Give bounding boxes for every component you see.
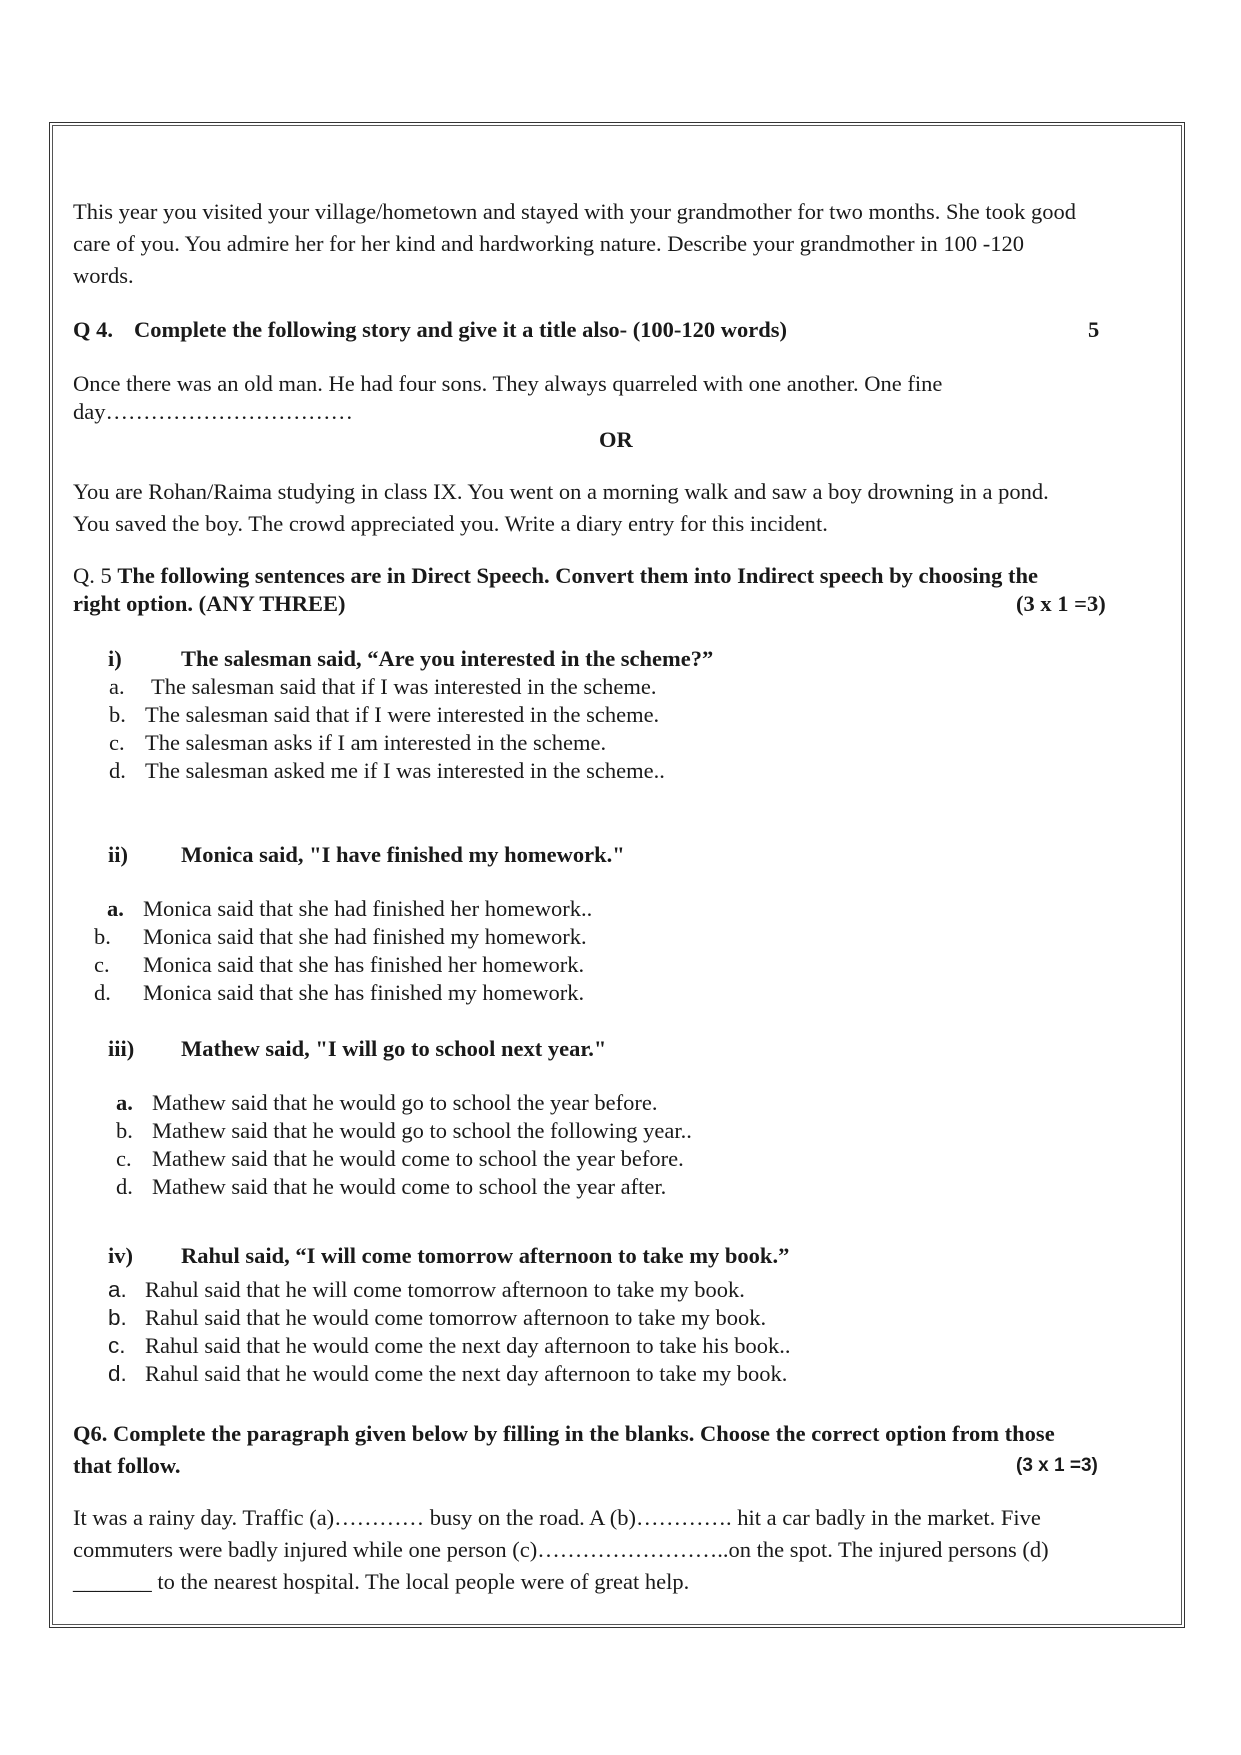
q5-ii-b-label: b. bbox=[94, 924, 111, 949]
q5-ii-roman: ii) bbox=[108, 842, 128, 867]
intro-line-3: words. bbox=[73, 263, 134, 288]
q6-number: Q6. bbox=[73, 1421, 108, 1446]
q5-i-c-text: The salesman asks if I am interested in the scheme. bbox=[145, 730, 607, 755]
q5-iii-b-text: Mathew said that he would go to school the following year.. bbox=[152, 1118, 692, 1143]
page-border bbox=[49, 122, 1185, 1628]
q5-i-d-text: The salesman asked me if I was interested in the scheme.. bbox=[145, 758, 665, 783]
q5-iv-a-text: Rahul said that he will come tomorrow afternoon to take my book. bbox=[145, 1277, 745, 1302]
intro-line-2: care of you. You admire her for her kind and hardworking nature. Describe your grandmother in 100 -120 bbox=[73, 231, 1024, 256]
q5-iv-d-text: Rahul said that he would come the next day afternoon to take my book. bbox=[145, 1361, 788, 1386]
q5-ii-d-text: Monica said that she has finished my homework. bbox=[143, 980, 585, 1005]
q5-i-roman: i) bbox=[108, 646, 122, 671]
q5-i-stem: The salesman said, “Are you interested in the scheme?” bbox=[181, 646, 714, 671]
q5-iv-c-label: c. bbox=[108, 1333, 126, 1358]
q4-or: OR bbox=[599, 427, 633, 452]
q5-iv-c-text: Rahul said that he would come the next day afternoon to take his book.. bbox=[145, 1333, 791, 1358]
q5-ii-stem: Monica said, "I have finished my homework." bbox=[181, 842, 625, 867]
q5-iii-d-text: Mathew said that he would come to school the year after. bbox=[152, 1174, 667, 1199]
q5-iii-stem: Mathew said, "I will go to school next year." bbox=[181, 1036, 607, 1061]
q6-paragraph-line-3: _______ to the nearest hospital. The local people were of great help. bbox=[73, 1569, 690, 1594]
q6-paragraph-line-2: commuters were badly injured while one person (c)……………………..on the spot. The injured persons (d) bbox=[73, 1537, 1049, 1562]
q5-iv-a-label: a. bbox=[108, 1277, 127, 1302]
q5-iii-a-label: a. bbox=[116, 1090, 133, 1115]
q6-header-line-1 bbox=[73, 1418, 1055, 1450]
q5-ii-c-text: Monica said that she has finished her homework. bbox=[143, 952, 585, 977]
q5-instruction-1: The following sentences are in Direct Speech. Convert them into Indirect speech by choosing the bbox=[117, 563, 1038, 588]
q4-alt-line-2: You saved the boy. The crowd appreciated you. Write a diary entry for this incident. bbox=[73, 511, 828, 536]
q5-iv-b-label: b. bbox=[108, 1305, 127, 1330]
q5-iv-b-text: Rahul said that he would come tomorrow afternoon to take my book. bbox=[145, 1305, 767, 1330]
q5-instruction-2: right option. (ANY THREE) bbox=[73, 591, 346, 616]
q5-ii-b-text: Monica said that she had finished my homework. bbox=[143, 924, 587, 949]
q6-instruction-2: that follow. bbox=[73, 1453, 181, 1478]
q5-iii-roman: iii) bbox=[108, 1036, 135, 1061]
q4-number: Q 4. bbox=[73, 317, 114, 342]
q5-i-a-text: The salesman said that if I was interested in the scheme. bbox=[151, 674, 657, 699]
intro-line-1: This year you visited your village/hometown and stayed with your grandmother for two months. She took good bbox=[73, 199, 1076, 224]
q5-number: Q. 5 bbox=[73, 563, 112, 588]
q5-i-b-label: b. bbox=[109, 702, 126, 727]
q5-i-d-label: d. bbox=[109, 758, 126, 783]
q5-iv-stem: Rahul said, “I will come tomorrow afternoon to take my book.” bbox=[181, 1243, 790, 1268]
q4-story-line-2: day…………………………… bbox=[73, 399, 353, 424]
q6-marks: (3 x 1 =3) bbox=[1016, 1455, 1098, 1476]
q5-marks: (3 x 1 =3) bbox=[1016, 591, 1106, 616]
q5-ii-a-label: a. bbox=[107, 896, 124, 921]
q5-i-a-label: a. bbox=[109, 674, 125, 699]
q6-instruction-1: Complete the paragraph given below by filling in the blanks. Choose the correct option from those bbox=[113, 1421, 1055, 1446]
q4-alt-line-1: You are Rohan/Raima studying in class IX. You went on a morning walk and saw a boy drowning in a pond. bbox=[73, 479, 1049, 504]
q5-iii-b-label: b. bbox=[116, 1118, 133, 1143]
q6-paragraph-line-1: It was a rainy day. Traffic (a)………… busy on the road. A (b)…………. hit a car badly in the market. Five bbox=[73, 1505, 1041, 1530]
q5-ii-a-text: Monica said that she had finished her homework.. bbox=[143, 896, 593, 921]
q5-iii-d-label: d. bbox=[116, 1174, 133, 1199]
q5-iii-c-label: c. bbox=[116, 1146, 132, 1171]
q5-iii-a-text: Mathew said that he would go to school the year before. bbox=[152, 1090, 658, 1115]
q5-i-c-label: c. bbox=[109, 730, 125, 755]
q4-instruction: Complete the following story and give it a title also- (100-120 words) bbox=[134, 317, 788, 342]
q5-i-b-text: The salesman said that if I were interested in the scheme. bbox=[145, 702, 660, 727]
q5-iii-c-text: Mathew said that he would come to school the year before. bbox=[152, 1146, 684, 1171]
q4-marks: 5 bbox=[1088, 317, 1100, 342]
q5-ii-d-label: d. bbox=[94, 980, 111, 1005]
q5-ii-c-label: c. bbox=[94, 952, 110, 977]
q5-iv-roman: iv) bbox=[108, 1243, 133, 1268]
q5-iv-d-label: d. bbox=[108, 1361, 127, 1386]
q4-story-line-1: Once there was an old man. He had four sons. They always quarreled with one another. One fine bbox=[73, 371, 943, 396]
